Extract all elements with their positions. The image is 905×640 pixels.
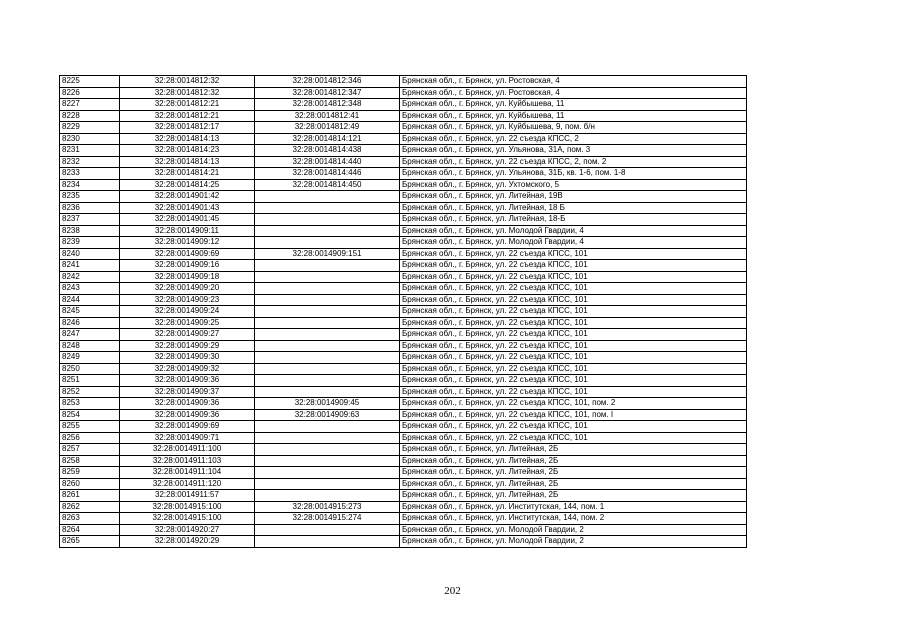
cadastral-number-cell: 32:28:0014812:21: [120, 99, 255, 111]
row-number-cell: 8248: [60, 340, 120, 352]
table-row: [60, 432, 747, 444]
address-cell: Брянская обл., г. Брянск, ул. 22 съезда КПСС, 101: [400, 248, 747, 260]
object-cadastral-number-cell: [255, 421, 400, 433]
table-row: [60, 214, 747, 226]
object-cadastral-number-cell: [255, 225, 400, 237]
table-row: [60, 283, 747, 295]
cadastral-number-cell: 32:28:0014911:120: [120, 478, 255, 490]
object-cadastral-number-cell: 32:28:0014814:450: [255, 179, 400, 191]
table-row: [60, 294, 747, 306]
object-cadastral-number-cell: [255, 317, 400, 329]
cadastral-number-cell: 32:28:0014909:23: [120, 294, 255, 306]
row-number-cell: 8230: [60, 133, 120, 145]
cadastral-number-cell: 32:28:0014909:30: [120, 352, 255, 364]
table-row: [60, 501, 747, 513]
table-row: [60, 421, 747, 433]
cadastral-number-cell: 32:28:0014911:57: [120, 490, 255, 502]
object-cadastral-number-cell: 32:28:0014812:346: [255, 76, 400, 88]
cadastral-number-cell: 32:28:0014920:29: [120, 536, 255, 548]
address-cell: Брянская обл., г. Брянск, ул. 22 съезда КПСС, 101: [400, 271, 747, 283]
table-row: [60, 237, 747, 249]
address-cell: Брянская обл., г. Брянск, ул. 22 съезда КПСС, 101: [400, 294, 747, 306]
row-number-cell: 8257: [60, 444, 120, 456]
object-cadastral-number-cell: 32:28:0014909:151: [255, 248, 400, 260]
cadastral-number-cell: 32:28:0014909:16: [120, 260, 255, 272]
table-row: [60, 179, 747, 191]
cadastral-number-cell: 32:28:0014909:36: [120, 375, 255, 387]
row-number-cell: 8226: [60, 87, 120, 99]
address-cell: Брянская обл., г. Брянск, ул. 22 съезда КПСС, 101: [400, 386, 747, 398]
row-number-cell: 8258: [60, 455, 120, 467]
table-row: [60, 444, 747, 456]
object-cadastral-number-cell: [255, 467, 400, 479]
row-number-cell: 8251: [60, 375, 120, 387]
address-cell: Брянская обл., г. Брянск, ул. Литейная, 2Б: [400, 467, 747, 479]
cadastral-number-cell: 32:28:0014812:17: [120, 122, 255, 134]
address-cell: Брянская обл., г. Брянск, ул. Ульянова, 31Б, кв. 1-6, пом. 1-8: [400, 168, 747, 180]
object-cadastral-number-cell: [255, 294, 400, 306]
address-cell: Брянская обл., г. Брянск, ул. 22 съезда КПСС, 101: [400, 306, 747, 318]
row-number-cell: 8250: [60, 363, 120, 375]
row-number-cell: 8255: [60, 421, 120, 433]
table-row: [60, 340, 747, 352]
row-number-cell: 8247: [60, 329, 120, 341]
cadastral-number-cell: 32:28:0014909:36: [120, 398, 255, 410]
row-number-cell: 8246: [60, 317, 120, 329]
row-number-cell: 8254: [60, 409, 120, 421]
cadastral-number-cell: 32:28:0014909:11: [120, 225, 255, 237]
table-row: [60, 145, 747, 157]
table-row: [60, 122, 747, 134]
object-cadastral-number-cell: [255, 490, 400, 502]
cadastral-number-cell: 32:28:0014909:25: [120, 317, 255, 329]
address-cell: Брянская обл., г. Брянск, ул. Ростовская, 4: [400, 76, 747, 88]
row-number-cell: 8241: [60, 260, 120, 272]
object-cadastral-number-cell: [255, 283, 400, 295]
table-row: [60, 271, 747, 283]
address-cell: Брянская обл., г. Брянск, ул. 22 съезда КПСС, 101: [400, 432, 747, 444]
cadastral-number-cell: 32:28:0014909:37: [120, 386, 255, 398]
address-cell: Брянская обл., г. Брянск, ул. Молодой Гвардии, 4: [400, 225, 747, 237]
address-cell: Брянская обл., г. Брянск, ул. 22 съезда КПСС, 101: [400, 317, 747, 329]
object-cadastral-number-cell: [255, 271, 400, 283]
address-cell: Брянская обл., г. Брянск, ул. 22 съезда КПСС, 2, пом. 2: [400, 156, 747, 168]
cadastral-number-cell: 32:28:0014814:13: [120, 133, 255, 145]
cadastral-number-cell: 32:28:0014909:20: [120, 283, 255, 295]
address-cell: Брянская обл., г. Брянск, ул. 22 съезда КПСС, 101: [400, 421, 747, 433]
table-row: [60, 363, 747, 375]
table-row: [60, 76, 747, 88]
table-row: [60, 536, 747, 548]
cadastral-number-cell: 32:28:0014909:69: [120, 421, 255, 433]
address-cell: Брянская обл., г. Брянск, ул. 22 съезда КПСС, 101, пом. 2: [400, 398, 747, 410]
address-cell: Брянская обл., г. Брянск, ул. Институтская, 144, пом. 1: [400, 501, 747, 513]
table-row: [60, 513, 747, 525]
cadastral-number-cell: 32:28:0014920:27: [120, 524, 255, 536]
cadastral-number-cell: 32:28:0014909:24: [120, 306, 255, 318]
table-row: [60, 386, 747, 398]
address-cell: Брянская обл., г. Брянск, ул. Литейная, 2Б: [400, 455, 747, 467]
row-number-cell: 8262: [60, 501, 120, 513]
object-cadastral-number-cell: [255, 340, 400, 352]
cadastral-number-cell: 32:28:0014812:32: [120, 76, 255, 88]
address-cell: Брянская обл., г. Брянск, ул. Литейная, 2Б: [400, 490, 747, 502]
object-cadastral-number-cell: [255, 306, 400, 318]
object-cadastral-number-cell: [255, 237, 400, 249]
table-row: [60, 225, 747, 237]
row-number-cell: 8264: [60, 524, 120, 536]
row-number-cell: 8236: [60, 202, 120, 214]
address-cell: Брянская обл., г. Брянск, ул. Куйбышева, 11: [400, 110, 747, 122]
address-cell: Брянская обл., г. Брянск, ул. Куйбышева, 11: [400, 99, 747, 111]
address-cell: Брянская обл., г. Брянск, ул. 22 съезда КПСС, 101: [400, 283, 747, 295]
object-cadastral-number-cell: 32:28:0014915:273: [255, 501, 400, 513]
address-cell: Брянская обл., г. Брянск, ул. 22 съезда КПСС, 101: [400, 260, 747, 272]
row-number-cell: 8260: [60, 478, 120, 490]
address-cell: Брянская обл., г. Брянск, ул. 22 съезда КПСС, 101: [400, 352, 747, 364]
address-cell: Брянская обл., г. Брянск, ул. Литейная, 2Б: [400, 478, 747, 490]
object-cadastral-number-cell: [255, 375, 400, 387]
page-number: 202: [444, 585, 461, 597]
cadastral-number-cell: 32:28:0014812:32: [120, 87, 255, 99]
row-number-cell: 8233: [60, 168, 120, 180]
object-cadastral-number-cell: [255, 352, 400, 364]
table-row: [60, 133, 747, 145]
object-cadastral-number-cell: [255, 214, 400, 226]
address-cell: Брянская обл., г. Брянск, ул. Ухтомского, 5: [400, 179, 747, 191]
cadastral-number-cell: 32:28:0014909:27: [120, 329, 255, 341]
address-cell: Брянская обл., г. Брянск, ул. Ростовская, 4: [400, 87, 747, 99]
table-row: [60, 524, 747, 536]
cadastral-number-cell: 32:28:0014901:42: [120, 191, 255, 203]
cadastral-number-cell: 32:28:0014909:18: [120, 271, 255, 283]
row-number-cell: 8231: [60, 145, 120, 157]
object-cadastral-number-cell: 32:28:0014909:45: [255, 398, 400, 410]
table-row: [60, 99, 747, 111]
object-cadastral-number-cell: [255, 478, 400, 490]
row-number-cell: 8244: [60, 294, 120, 306]
registry-table-body: [60, 76, 747, 548]
table-row: [60, 352, 747, 364]
object-cadastral-number-cell: 32:28:0014814:121: [255, 133, 400, 145]
row-number-cell: 8259: [60, 467, 120, 479]
cadastral-number-cell: 32:28:0014814:21: [120, 168, 255, 180]
address-cell: Брянская обл., г. Брянск, ул. Молодой Гвардии, 2: [400, 524, 747, 536]
object-cadastral-number-cell: [255, 455, 400, 467]
table-row: [60, 87, 747, 99]
row-number-cell: 8227: [60, 99, 120, 111]
cadastral-number-cell: 32:28:0014901:45: [120, 214, 255, 226]
object-cadastral-number-cell: 32:28:0014812:41: [255, 110, 400, 122]
address-cell: Брянская обл., г. Брянск, ул. Литейная, 18-Б: [400, 214, 747, 226]
row-number-cell: 8252: [60, 386, 120, 398]
address-cell: Брянская обл., г. Брянск, ул. Куйбышева, 9, пом. б/н: [400, 122, 747, 134]
address-cell: Брянская обл., г. Брянск, ул. Ульянова, 31А, пом. 3: [400, 145, 747, 157]
row-number-cell: 8228: [60, 110, 120, 122]
table-row: [60, 409, 747, 421]
object-cadastral-number-cell: [255, 202, 400, 214]
object-cadastral-number-cell: [255, 363, 400, 375]
registry-table: [59, 75, 747, 548]
table-row: [60, 110, 747, 122]
table-row: [60, 398, 747, 410]
address-cell: Брянская обл., г. Брянск, ул. 22 съезда КПСС, 2: [400, 133, 747, 145]
object-cadastral-number-cell: 32:28:0014814:438: [255, 145, 400, 157]
cadastral-number-cell: 32:28:0014814:23: [120, 145, 255, 157]
cadastral-number-cell: 32:28:0014915:100: [120, 513, 255, 525]
row-number-cell: 8261: [60, 490, 120, 502]
table-row: [60, 248, 747, 260]
cadastral-number-cell: 32:28:0014814:13: [120, 156, 255, 168]
row-number-cell: 8245: [60, 306, 120, 318]
row-number-cell: 8253: [60, 398, 120, 410]
cadastral-number-cell: 32:28:0014909:69: [120, 248, 255, 260]
table-row: [60, 490, 747, 502]
address-cell: Брянская обл., г. Брянск, ул. 22 съезда КПСС, 101: [400, 363, 747, 375]
object-cadastral-number-cell: [255, 260, 400, 272]
cadastral-number-cell: 32:28:0014909:32: [120, 363, 255, 375]
table-row: [60, 329, 747, 341]
table-row: [60, 156, 747, 168]
object-cadastral-number-cell: [255, 191, 400, 203]
row-number-cell: 8238: [60, 225, 120, 237]
row-number-cell: 8265: [60, 536, 120, 548]
row-number-cell: 8256: [60, 432, 120, 444]
address-cell: Брянская обл., г. Брянск, ул. 22 съезда КПСС, 101: [400, 340, 747, 352]
cadastral-number-cell: 32:28:0014812:21: [120, 110, 255, 122]
object-cadastral-number-cell: [255, 329, 400, 341]
address-cell: Брянская обл., г. Брянск, ул. Институтская, 144, пом. 2: [400, 513, 747, 525]
address-cell: Брянская обл., г. Брянск, ул. 22 съезда КПСС, 101: [400, 329, 747, 341]
cadastral-number-cell: 32:28:0014909:36: [120, 409, 255, 421]
row-number-cell: 8229: [60, 122, 120, 134]
cadastral-number-cell: 32:28:0014911:104: [120, 467, 255, 479]
table-row: [60, 260, 747, 272]
row-number-cell: 8242: [60, 271, 120, 283]
object-cadastral-number-cell: 32:28:0014812:49: [255, 122, 400, 134]
address-cell: Брянская обл., г. Брянск, ул. Молодой Гвардии, 4: [400, 237, 747, 249]
object-cadastral-number-cell: 32:28:0014812:348: [255, 99, 400, 111]
object-cadastral-number-cell: [255, 386, 400, 398]
table-row: [60, 168, 747, 180]
object-cadastral-number-cell: [255, 524, 400, 536]
cadastral-number-cell: 32:28:0014911:100: [120, 444, 255, 456]
object-cadastral-number-cell: 32:28:0014812:347: [255, 87, 400, 99]
row-number-cell: 8225: [60, 76, 120, 88]
cadastral-number-cell: 32:28:0014909:12: [120, 237, 255, 249]
table-row: [60, 202, 747, 214]
address-cell: Брянская обл., г. Брянск, ул. 22 съезда КПСС, 101: [400, 375, 747, 387]
object-cadastral-number-cell: 32:28:0014915:274: [255, 513, 400, 525]
row-number-cell: 8237: [60, 214, 120, 226]
table-row: [60, 467, 747, 479]
row-number-cell: 8249: [60, 352, 120, 364]
object-cadastral-number-cell: [255, 444, 400, 456]
table-row: [60, 191, 747, 203]
row-number-cell: 8263: [60, 513, 120, 525]
object-cadastral-number-cell: [255, 536, 400, 548]
table-row: [60, 478, 747, 490]
row-number-cell: 8240: [60, 248, 120, 260]
cadastral-number-cell: 32:28:0014901:43: [120, 202, 255, 214]
table-row: [60, 455, 747, 467]
row-number-cell: 8243: [60, 283, 120, 295]
cadastral-number-cell: 32:28:0014911:103: [120, 455, 255, 467]
address-cell: Брянская обл., г. Брянск, ул. 22 съезда КПСС, 101, пом. I: [400, 409, 747, 421]
object-cadastral-number-cell: 32:28:0014909:63: [255, 409, 400, 421]
row-number-cell: 8234: [60, 179, 120, 191]
table-row: [60, 317, 747, 329]
cadastral-number-cell: 32:28:0014909:29: [120, 340, 255, 352]
table-row: [60, 306, 747, 318]
object-cadastral-number-cell: 32:28:0014814:446: [255, 168, 400, 180]
row-number-cell: 8235: [60, 191, 120, 203]
cadastral-number-cell: 32:28:0014915:100: [120, 501, 255, 513]
object-cadastral-number-cell: [255, 432, 400, 444]
row-number-cell: 8239: [60, 237, 120, 249]
cadastral-number-cell: 32:28:0014814:25: [120, 179, 255, 191]
cadastral-number-cell: 32:28:0014909:71: [120, 432, 255, 444]
address-cell: Брянская обл., г. Брянск, ул. Литейная, 19В: [400, 191, 747, 203]
table-row: [60, 375, 747, 387]
object-cadastral-number-cell: 32:28:0014814:440: [255, 156, 400, 168]
address-cell: Брянская обл., г. Брянск, ул. Молодой Гвардии, 2: [400, 536, 747, 548]
row-number-cell: 8232: [60, 156, 120, 168]
address-cell: Брянская обл., г. Брянск, ул. Литейная, 2Б: [400, 444, 747, 456]
address-cell: Брянская обл., г. Брянск, ул. Литейная, 18 Б: [400, 202, 747, 214]
